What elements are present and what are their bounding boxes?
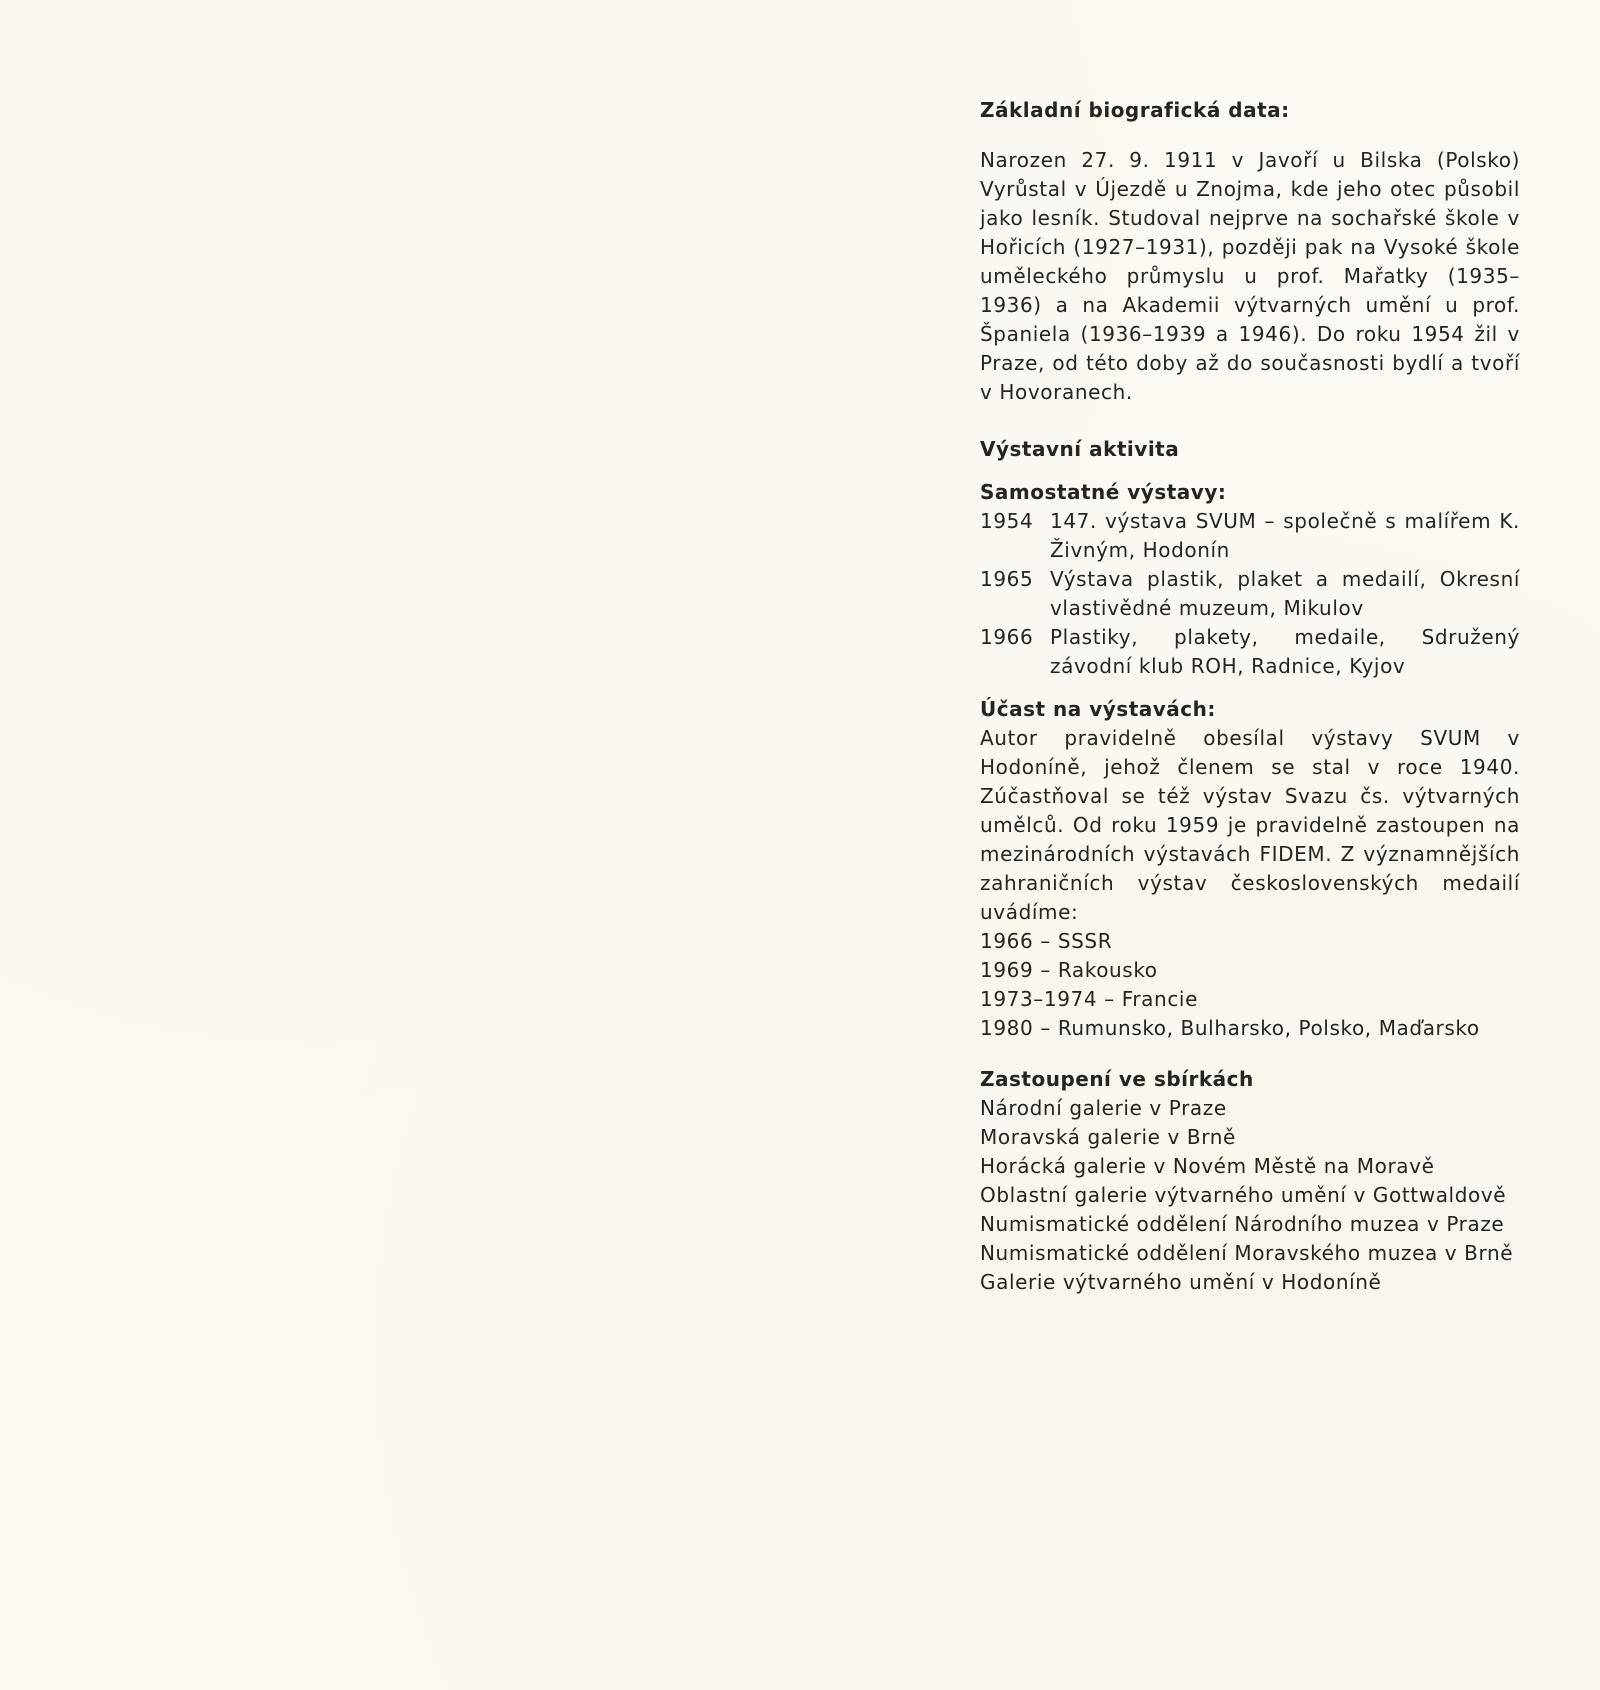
text-column — [980, 96, 1520, 1297]
exhibition-description: Plastiky, plakety, medaile, Sdružený závodní klub ROH, Radnice, Kyjov — [1050, 625, 1520, 678]
collection-item: Oblastní galerie výtvarného umění v Gottwaldově — [980, 1183, 1507, 1207]
collection-item: Numismatické oddělení Moravského muzea v Brně — [980, 1241, 1514, 1265]
participation-line: 1980 – Rumunsko, Bulharsko, Polsko, Maďarsko — [980, 1016, 1480, 1040]
exhibition-year: 1965 — [980, 567, 1034, 591]
participation-heading: Účast na výstavách: — [980, 697, 1216, 721]
participation-line: 1973–1974 – Francie — [980, 987, 1198, 1011]
exhibition-entry — [980, 507, 1520, 565]
activity-heading: Výstavní aktivita — [980, 437, 1180, 461]
collection-item: Horácká galerie v Novém Městě na Moravě — [980, 1154, 1435, 1178]
collections-heading: Zastoupení ve sbírkách — [980, 1067, 1254, 1091]
collection-item: Moravská galerie v Brně — [980, 1125, 1236, 1149]
collection-item: Numismatické oddělení Národního muzea v Praze — [980, 1212, 1505, 1236]
exhibition-year: 1954 — [980, 509, 1034, 533]
exhibition-description: Výstava plastik, plaket a medailí, Okresní vlastivědné muzeum, Mikulov — [1050, 567, 1520, 620]
exhibition-description: 147. výstava SVUM – společně s malířem K. Živným, Hodonín — [1050, 509, 1520, 562]
exhibition-year: 1966 — [980, 625, 1034, 649]
participation-paragraph: Autor pravidelně obesílal výstavy SVUM v Hodoníně, jehož členem se stal v roce 1940. Zúčastňoval se též výstav Svazu čs. výtvarných umělců. Od roku 1959 je pravidelně zastoupen na mezinárodních výstavách FIDEM. Z významnějších zahraničních výstav československých medailí uvádíme: — [980, 726, 1520, 924]
collections-list — [980, 1094, 1520, 1297]
participation-line: 1969 – Rakousko — [980, 958, 1158, 982]
bio-heading: Základní biografická data: — [980, 98, 1290, 122]
bio-paragraph: Narozen 27. 9. 1911 v Javoří u Bilska (Polsko) Vyrůstal v Újezdě u Znojma, kde jeho otec působil jako lesník. Studoval nejprve na sochařské škole v Hořicích (1927–1931), později pak na Vysoké škole uměleckého průmyslu u prof. Mařatky (1935–1936) a na Akademii výtvarných umění u prof. Španiela (1936–1939 a 1946). Do roku 1954 žil v Praze, od této doby až do současnosti bydlí a tvoří v Hovoranech. — [980, 148, 1520, 404]
collection-item: Národní galerie v Praze — [980, 1096, 1227, 1120]
solo-exhibitions-list — [980, 507, 1520, 681]
collection-item: Galerie výtvarného umění v Hodoníně — [980, 1270, 1382, 1294]
exhibition-entry — [980, 623, 1520, 681]
participation-line: 1966 – SSSR — [980, 929, 1113, 953]
solo-exhibitions-heading: Samostatné výstavy: — [980, 480, 1227, 504]
exhibition-entry — [980, 565, 1520, 623]
